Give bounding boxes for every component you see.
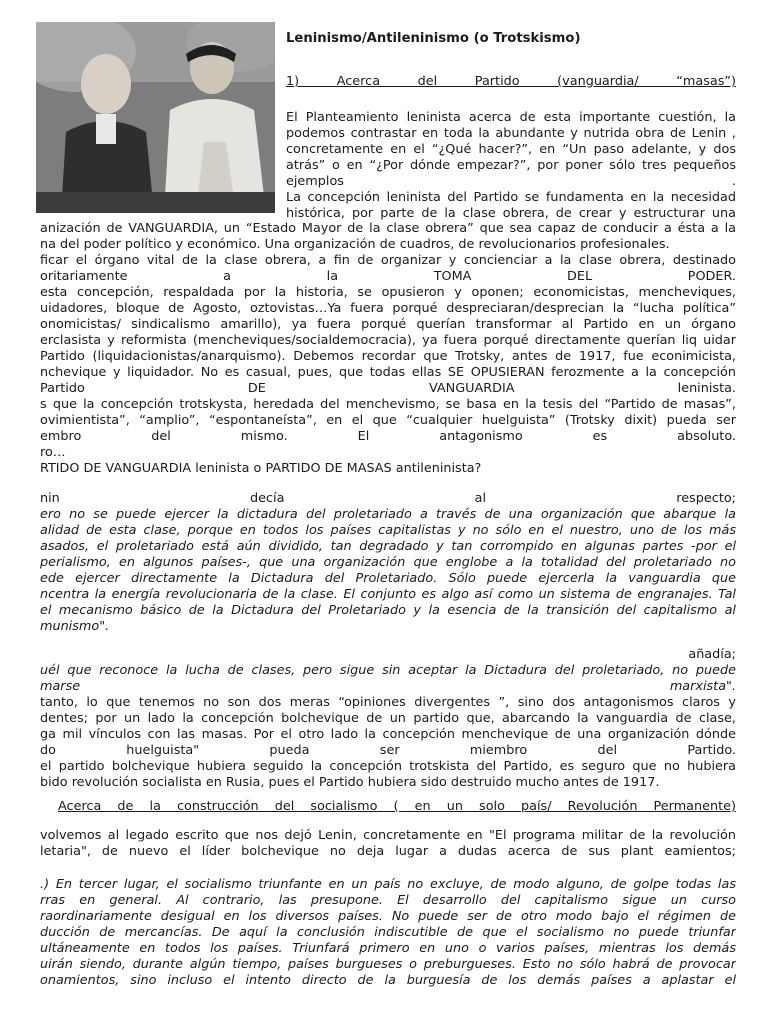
quote-line: ncentra la energía revolucionaria de la clase. El conjunto es algo así como un sistema de engranajes. Tal xyxy=(40,587,736,602)
text-line: El Planteamiento leninista acerca de esta importante cuestión, la xyxy=(286,110,736,125)
quote-line: el mecanismo básico de la Dictadura del Proletariado y la esencia de la transición del capitalismo al xyxy=(40,603,736,618)
quote-line: perialismo, en algunos países-, que una organización que englobe a la totalidad del proletariado no xyxy=(40,555,736,570)
text-line: bido revolución socialista en Rusia, pues el Partido hubiera sido destruido mucho antes de 1917. xyxy=(40,775,660,790)
quote-line: ultáneamente en todos los países. Triunfará primero en uno o varios países, mientras los demás xyxy=(40,941,736,956)
quote-line: alidad de esta clase, porque en todos los países capitalistas y no sólo en el nuestro, uno de los más xyxy=(40,523,736,538)
text-line: histórica, por parte de la clase obrera, de crear y estructurar una xyxy=(286,206,736,221)
text-line: esta concepción, respaldada por la historia, se opusieron y oponen; economicistas, mencheviques, xyxy=(40,285,736,300)
text-line: onomicistas/ sindicalismo amarillo), ya fuera porqué querían transformar al Partido en un órgano xyxy=(40,317,736,332)
text-line: embro del mismo. El antagonismo es absoluto. xyxy=(40,429,736,444)
text-line: na del poder político y económico. Una organización de cuadros, de revolucionarios profesionales. xyxy=(40,237,670,252)
section-heading-party: 1) Acerca del Partido (vanguardia/ “masas”) xyxy=(286,74,736,89)
text-line: ovimientista”, “amplio”, “espontaneísta”, en el que “cualquier huelguista” (Trotsky dixit) pueda ser xyxy=(40,413,736,428)
text-line: erclasista y reformista (mencheviques/socialdemocracia), ya fuera porqué directamente querían liq uidar xyxy=(40,333,736,348)
text-line: do huelguista" pueda ser miembro del Partido. xyxy=(40,743,736,758)
text-line: tanto, lo que tenemos no son dos meras “opiniones divergentes ”, sino dos antagonismos claros y xyxy=(40,695,736,710)
text-line: uidadores, bloque de Agosto, oztovistas…Ya fuera porqué despreciaran/desprecian la “lucha política” xyxy=(40,301,736,316)
text-line: RTIDO DE VANGUARDIA leninista o PARTIDO DE MASAS antileninista? xyxy=(40,461,482,476)
quote-line: ero no se puede ejercer la dictadura del proletariado a través de una organización que abarque la xyxy=(40,507,736,522)
text-line: letaria", de nuevo el líder bolchevique no deja lugar a dudas acerca de sus plant eamientos; xyxy=(40,844,736,859)
text-line: atrás” o en “¿Por dónde empezar?”, por poner sólo tres pequeños xyxy=(286,158,736,173)
text-line: Partido DE VANGUARDIA leninista. xyxy=(40,381,736,396)
text-line: nin decía al respecto; xyxy=(40,491,736,506)
quote-line: .) En tercer lugar, el socialismo triunfante en un país no excluye, de modo alguno, de golpe todas las xyxy=(40,877,736,892)
text-line: ejemplos . xyxy=(286,174,736,189)
text-line: concretamente en el “¿Qué hacer?”, en “Un paso adelante, y dos xyxy=(286,142,736,157)
document-title: Leninismo/Antileninismo (o Trotskismo) xyxy=(286,31,581,46)
quote-line: uirán siendo, durante algún tiempo, países burgueses o preburgueses. Esto no sólo habrá de provocar xyxy=(40,957,736,972)
text-line: Partido (liquidacionistas/anarquismo). Debemos recordar que Trotsky, antes de 1917, fue econimicista, xyxy=(40,349,736,364)
text-line: el partido bolchevique hubiera seguido la concepción trotskista del Partido, es seguro que no hubiera xyxy=(40,759,736,774)
quote-line: uél que reconoce la lucha de clases, pero sigue sin aceptar la Dictadura del proletariado, no puede xyxy=(40,663,736,678)
text-line: ficar el órgano vital de la clase obrera, a fin de organizar y concienciar a la clase obrera, destinado xyxy=(40,253,736,268)
quote-line: ede ejercer directamente la Dictadura del Proletariado. Sólo puede ejercerla la vanguardia que xyxy=(40,571,736,586)
text-line: ga mil vínculos con las masas. Por el otro lado la concepción menchevique de una organización dónde xyxy=(40,727,736,742)
historical-photo xyxy=(36,22,275,213)
text-line: nchevique y liquidador. No es casual, pues, que todas ellas SE OPUSIERAN ferozmente a la concepción xyxy=(40,365,736,380)
text-line: dentes; por un lado la concepción bolchevique de un partido que, abarcando la vanguardia de clase, xyxy=(40,711,736,726)
text-line: podemos contrastar en toda la abundante y nutrida obra de Lenin , xyxy=(286,126,736,141)
section-heading-socialism: Acerca de la construcción del socialismo ( en un solo país/ Revolución Permanente) xyxy=(58,799,736,814)
quote-line: munismo". xyxy=(40,619,110,634)
quote-line: ducción de mercancías. De aquí la conclusión indiscutible de que el socialismo no puede triunfar xyxy=(40,925,736,940)
quote-line: raordinariamente desigual en los diversos países. No puede ser de otro modo bajo el régimen de xyxy=(40,909,736,924)
text-line: volvemos al legado escrito que nos dejó Lenin, concretamente en "El programa militar de la revolución xyxy=(40,828,736,843)
text-line: anización de VANGUARDIA, un “Estado Mayor de la clase obrera” que sea capaz de conducir a ésta a la xyxy=(40,221,736,236)
text-line: La concepción leninista del Partido se fundamenta en la necesidad xyxy=(286,190,736,205)
quote-line: rras en general. Al contrario, las presupone. El desarrollo del capitalismo sigue un curso xyxy=(40,893,736,908)
quote-line: onamientos, sino incluso el intento directo de la burguesía de los demás países a aplastar el xyxy=(40,973,736,988)
quote-line: asados, el proletariado está aún dividido, tan degradado y tan corrompido en algunas partes -por el xyxy=(40,539,736,554)
quote-line: marse marxista". xyxy=(40,679,736,694)
text-line: ro… xyxy=(40,445,66,460)
text-line: añadía; xyxy=(688,647,736,662)
photo-illustration xyxy=(36,22,275,213)
text-line: oritariamente a la TOMA DEL PODER. xyxy=(40,269,736,284)
text-line: s que la concepción trotskysta, heredada del menchevismo, se basa en la tesis del “Partido de masas”, xyxy=(40,397,736,412)
